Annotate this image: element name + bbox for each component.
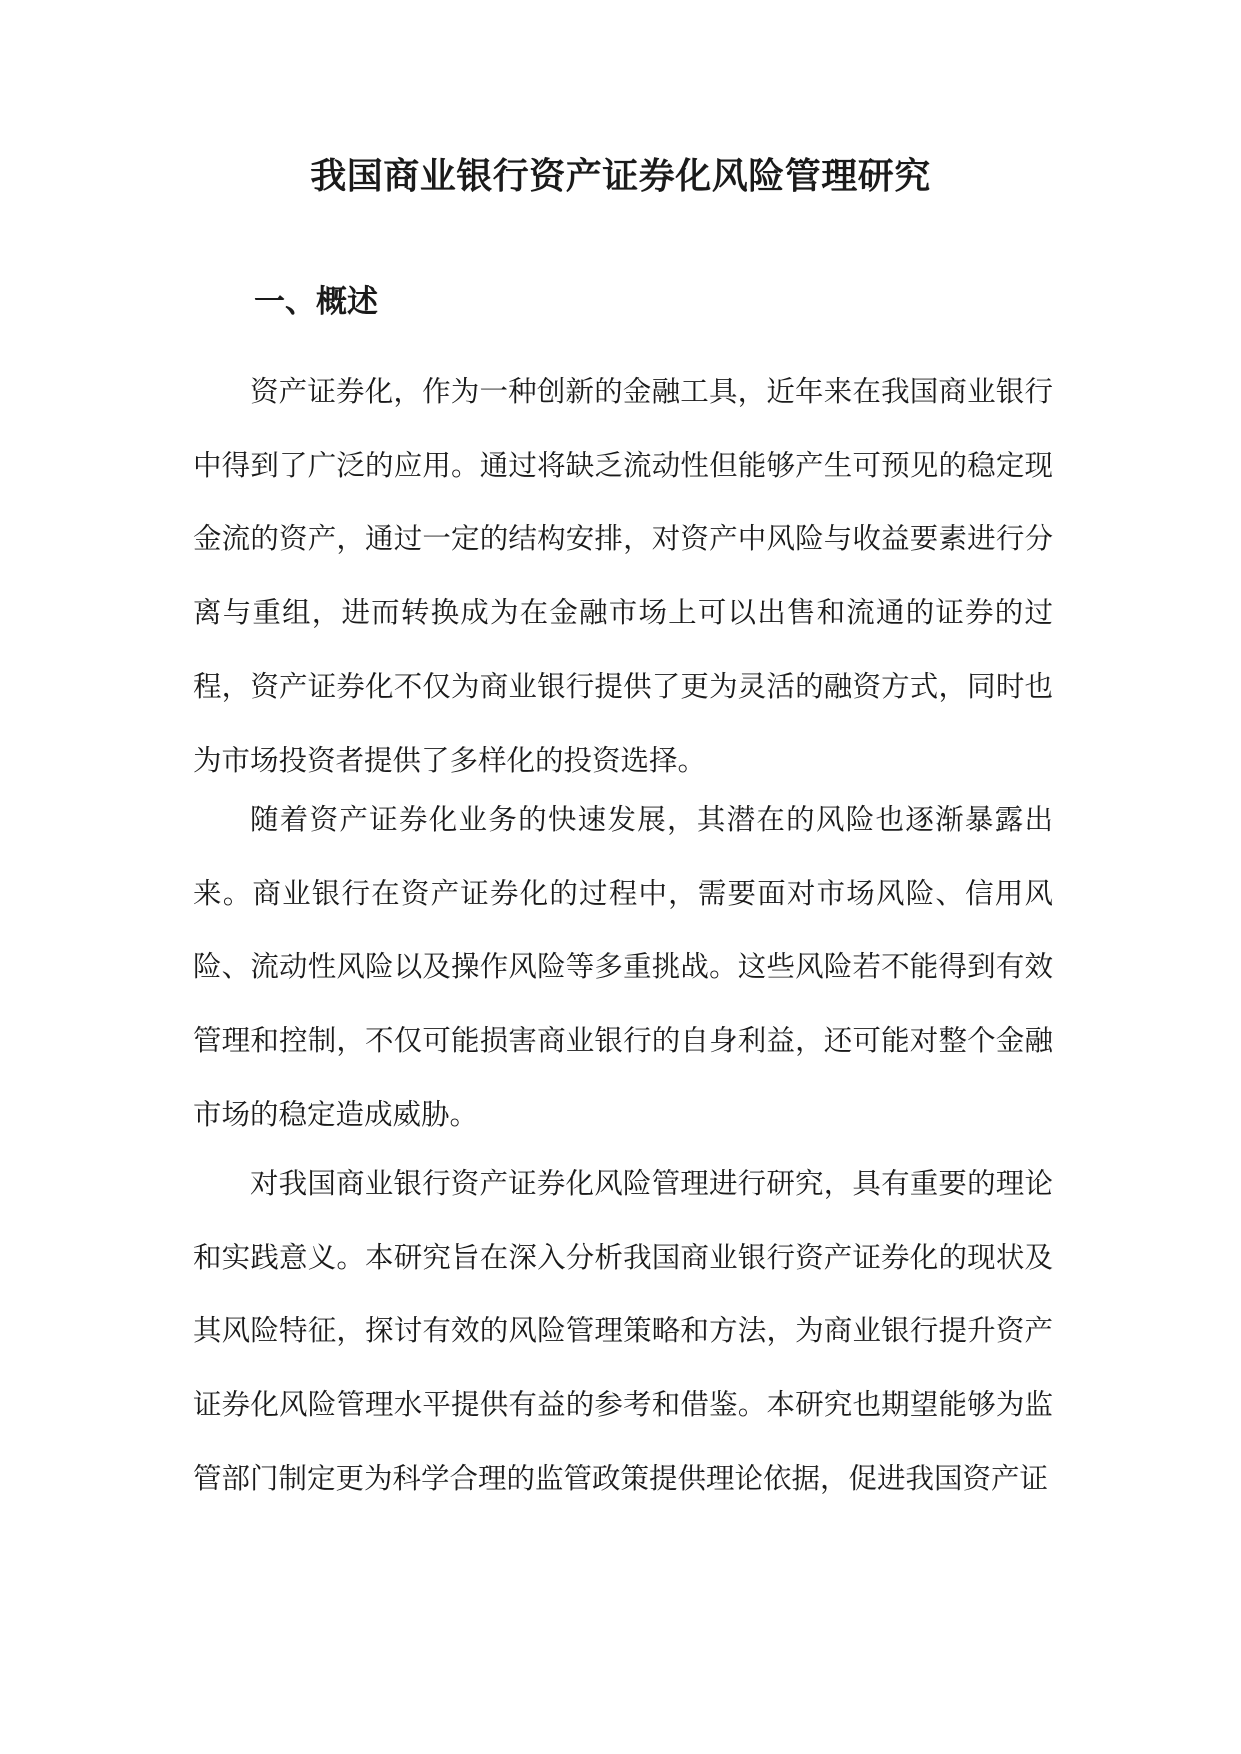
paragraph-text: 资产证券化，作为一种创新的金融工具，近年来在我国商业银行中得到了广泛的应用。通过将缺乏流动性但能够产生可预见的稳定现金流的资产，通过一定的结构安排，对资产中风险与收益要素进行分离与重组，进而转换成为在金融市场上可以出售和流通的证券的过程，资产证券化不仅为商业银行提供了更为灵活的融资方式，同时也为市场投资者提供了多样化的投资选择。 xyxy=(193,375,1053,777)
document-title: 我国商业银行资产证券化风险管理研究 xyxy=(310,155,931,197)
paragraph-2 xyxy=(193,783,1053,1152)
paragraph-1 xyxy=(193,355,1053,797)
paragraph-3 xyxy=(193,1147,1053,1516)
paragraph-text: 对我国商业银行资产证券化风险管理进行研究，具有重要的理论和实践意义。本研究旨在深入分析我国商业银行资产证券化的现状及其风险特征，探讨有效的风险管理策略和方法，为商业银行提升资产证券化风险管理水平提供有益的参考和借鉴。本研究也期望能够为监管部门制定更为科学合理的监管政策提供理论依据，促进我国资产证 xyxy=(193,1167,1053,1495)
section-heading: 一、概述 xyxy=(254,284,378,320)
paragraph-text: 随着资产证券化业务的快速发展，其潜在的风险也逐渐暴露出来。商业银行在资产证券化的过程中，需要面对市场风险、信用风险、流动性风险以及操作风险等多重挑战。这些风险若不能得到有效管理和控制，不仅可能损害商业银行的自身利益，还可能对整个金融市场的稳定造成威胁。 xyxy=(193,803,1053,1131)
